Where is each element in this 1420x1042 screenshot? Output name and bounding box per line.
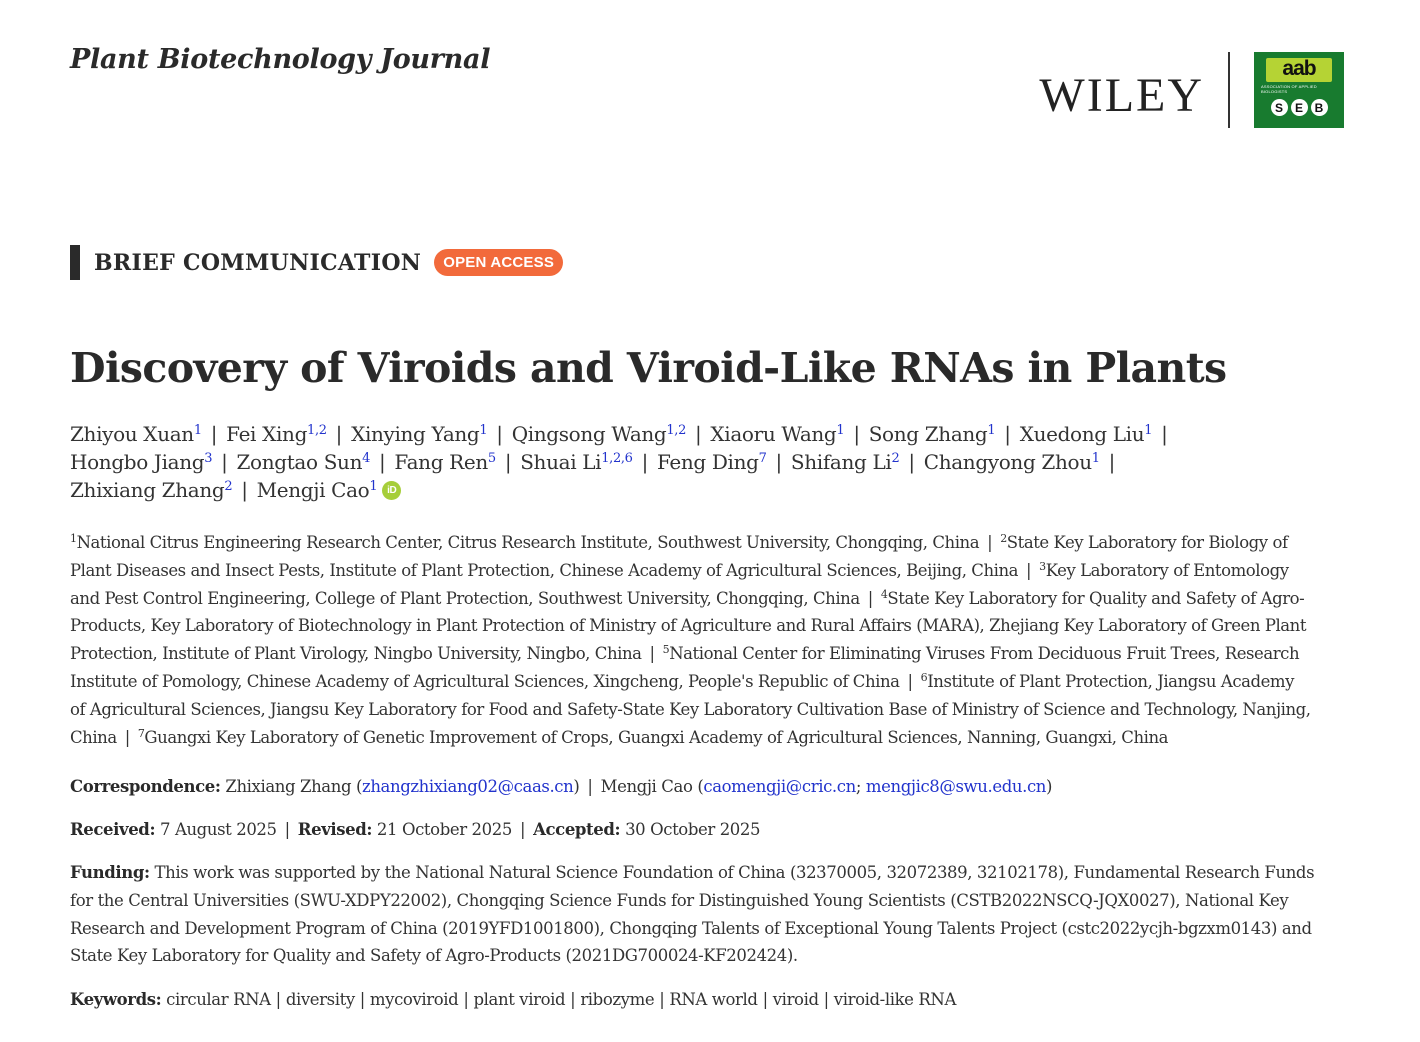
keyword[interactable]: diversity bbox=[285, 990, 355, 1009]
seb-letter: E bbox=[1291, 99, 1308, 116]
author-name[interactable]: Feng Ding bbox=[656, 450, 759, 474]
author-affiliation-sup[interactable]: 1,2,6 bbox=[601, 451, 633, 466]
author-separator: | bbox=[379, 450, 386, 474]
author-name[interactable]: Song Zhang bbox=[868, 422, 988, 446]
keyword[interactable]: viroid bbox=[772, 990, 819, 1009]
author-separator: | bbox=[335, 422, 343, 446]
keyword-separator: | bbox=[275, 990, 281, 1009]
author-name[interactable]: Mengji Cao bbox=[256, 478, 370, 502]
author-separator: | bbox=[853, 422, 860, 446]
author-name[interactable]: Shifang Li bbox=[790, 450, 892, 474]
affiliations bbox=[70, 529, 1360, 751]
author-name[interactable]: Xinying Yang bbox=[351, 422, 480, 446]
corresponding-author: Zhixiang Zhang bbox=[225, 777, 352, 796]
author-name[interactable]: Qingsong Wang bbox=[511, 422, 667, 446]
keyword[interactable]: ribozyme bbox=[580, 990, 655, 1009]
author-affiliation-sup[interactable]: 1 bbox=[369, 479, 378, 494]
orcid-icon[interactable]: iD bbox=[382, 481, 401, 500]
affiliation-line: $^1$National Citrus Engineering Research Center, Citrus Research Institute, Southwest University, Chongqing, China | $^2$State Key Laboratory for Biology of bbox=[70, 532, 1288, 552]
author-separator: | bbox=[908, 450, 915, 474]
logo-divider bbox=[1228, 52, 1230, 128]
keyword-separator: | bbox=[359, 990, 365, 1009]
affiliation-line: China | $^7$Guangxi Key Laboratory of Genetic Improvement of Crops, Guangxi Academy of Agricultural Sciences, Nanning, Guangxi, China bbox=[70, 726, 1169, 747]
affiliation-text: Products, Key Laboratory of Biotechnology in Plant Protection of Ministry of Agriculture and Rural Affairs (MARA), Zhejiang Key Laboratory of Green Plant bbox=[70, 616, 1307, 636]
seb-letter: S bbox=[1271, 99, 1288, 116]
affiliation-text: State Key Laboratory for Quality and Safety of Agro- bbox=[887, 588, 1305, 608]
author-affiliation-sup[interactable]: 1 bbox=[1144, 423, 1153, 438]
received-label: Received: bbox=[70, 820, 156, 839]
affiliation-text: Plant Diseases and Insect Pests, Institute of Plant Protection, Chinese Academy of Agricultural Sciences, Beijing, China bbox=[70, 560, 1019, 580]
affiliation-number: 6 bbox=[920, 670, 928, 684]
affiliation-line: Institute of Pomology, Chinese Academy of Agricultural Sciences, Xingcheng, People's Republic of China | $^6$Institute of Plant Protection, Jiangsu Academy bbox=[70, 670, 1294, 691]
keyword-separator: | bbox=[762, 990, 768, 1009]
author-list bbox=[70, 420, 1360, 504]
author-line bbox=[70, 420, 1360, 448]
section-bar bbox=[70, 245, 80, 280]
affiliation-number: 5 bbox=[662, 643, 670, 657]
correspondence-label: Correspondence: bbox=[70, 777, 221, 796]
keyword[interactable]: circular RNA bbox=[166, 990, 271, 1009]
accepted-label: Accepted: bbox=[533, 820, 621, 839]
article-title: Discovery of Viroids and Viroid-Like RNAs in Plants bbox=[70, 344, 1227, 392]
article-dates: Received: 7 August 2025 | Revised: 21 October 2025 | Accepted: 30 October 2025 bbox=[70, 820, 761, 839]
keyword-separator: | bbox=[570, 990, 576, 1009]
affiliation-text: of Agricultural Sciences, Jiangsu Key Laboratory for Food and Safety-State Key Laboratory Cultivation Base of Ministry of Science and Technology, Nanjing, bbox=[70, 699, 1311, 719]
seb-letter: B bbox=[1311, 99, 1328, 116]
affiliation-number: 7 bbox=[137, 726, 145, 740]
article-type bbox=[70, 245, 563, 280]
affiliation-text: Institute of Pomology, Chinese Academy of Agricultural Sciences, Xingcheng, People's Republic of China bbox=[70, 671, 900, 691]
author-affiliation-sup[interactable]: 1 bbox=[193, 423, 202, 438]
funding-text: This work was supported by the National Natural Science Foundation of China (32370005, 32072389, 32102178), Fundamental Research Funds bbox=[154, 863, 1315, 882]
author-separator: | bbox=[496, 422, 503, 446]
aab-logo-text: aab bbox=[1266, 58, 1332, 82]
author-affiliation-sup[interactable]: 1 bbox=[479, 423, 488, 438]
author-affiliation-sup[interactable]: 5 bbox=[487, 451, 496, 466]
author-name[interactable]: Fang Ren bbox=[394, 450, 488, 474]
keyword-separator: | bbox=[659, 990, 665, 1009]
author-separator: | bbox=[221, 450, 228, 474]
revised-label: Revised: bbox=[297, 820, 373, 839]
affiliation-number: 2 bbox=[1000, 532, 1007, 545]
author-separator: | bbox=[775, 450, 782, 474]
keyword[interactable]: viroid-like RNA bbox=[833, 990, 956, 1009]
author-separator: | bbox=[641, 450, 648, 474]
aab-seb-logo bbox=[1254, 52, 1344, 128]
author-affiliation-sup[interactable]: 3 bbox=[204, 451, 213, 466]
funding bbox=[70, 859, 1360, 970]
keyword-separator: | bbox=[823, 990, 829, 1009]
author-affiliation-sup[interactable]: 7 bbox=[758, 451, 767, 466]
email-link[interactable]: mengjic8@swu.edu.cn bbox=[865, 777, 1047, 796]
author-affiliation-sup[interactable]: 2 bbox=[224, 479, 233, 494]
author-name[interactable]: Shuai Li bbox=[520, 450, 602, 474]
affiliation-text: National Citrus Engineering Research Center, Citrus Research Institute, Southwest University, Chongqing, China bbox=[76, 533, 980, 552]
affiliation-line: Plant Diseases and Insect Pests, Institute of Plant Protection, Chinese Academy of Agricultural Sciences, Beijing, China | $^3$Key Laboratory of Entomology bbox=[70, 559, 1289, 580]
author-separator: | bbox=[1161, 422, 1168, 446]
author-separator: | bbox=[1108, 450, 1116, 474]
author-line bbox=[70, 448, 1360, 476]
corresponding-author: Mengji Cao bbox=[600, 777, 693, 796]
affiliation-number: 3 bbox=[1039, 559, 1046, 573]
wiley-logo: WILEY bbox=[1039, 68, 1204, 122]
affiliation-number: 1 bbox=[70, 532, 77, 545]
affiliation-line: Protection, Institute of Plant Virology, Ningbo University, Ningbo, China | $^5$National Center for Eliminating Viruses From Deciduous Fruit Trees, Research bbox=[70, 643, 1300, 664]
author-separator: | bbox=[241, 478, 248, 502]
author-affiliation-sup[interactable]: 1,2 bbox=[666, 423, 687, 438]
revised-date: 21 October 2025 bbox=[376, 820, 512, 839]
author-name[interactable]: Xiaoru Wang bbox=[710, 422, 837, 446]
author-affiliation-sup[interactable]: 1 bbox=[836, 423, 845, 438]
article-type-label: BRIEF COMMUNICATION bbox=[94, 249, 422, 276]
keywords-label: Keywords: bbox=[70, 990, 162, 1009]
author-separator: | bbox=[695, 422, 702, 446]
keywords bbox=[70, 986, 1360, 1014]
keyword[interactable]: mycoviroid bbox=[369, 990, 459, 1009]
author-affiliation-sup[interactable]: 1,2 bbox=[307, 423, 327, 438]
affiliation-text: Institute of Plant Protection, Jiangsu Academy bbox=[927, 671, 1294, 691]
received-date: 7 August 2025 bbox=[160, 820, 277, 839]
email-link[interactable]: caomengji@cric.cn bbox=[703, 777, 856, 796]
affiliation-text: Protection, Institute of Plant Virology, Ningbo University, Ningbo, China bbox=[70, 644, 642, 664]
affiliation-text: Key Laboratory of Entomology bbox=[1045, 560, 1289, 580]
funding-text: State Key Laboratory for Quality and Safety of Agro-Products (2021DG700024-KF202424). bbox=[70, 946, 798, 966]
author-separator: | bbox=[210, 422, 218, 446]
author-name[interactable]: Zhiyou Xuan bbox=[70, 422, 194, 446]
seb-logo bbox=[1271, 99, 1328, 116]
affiliation-text: Guangxi Key Laboratory of Genetic Improvement of Crops, Guangxi Academy of Agricultural Sciences, Nanning, Guangxi, China bbox=[144, 727, 1169, 747]
keyword[interactable]: RNA world bbox=[669, 990, 758, 1009]
affiliation-text: and Pest Control Engineering, College of Plant Protection, Southwest University, Chongqing, China bbox=[70, 588, 860, 608]
affiliation-line: and Pest Control Engineering, College of Plant Protection, Southwest University, Chongqing, China | $^4$State Key Laboratory for Quality and Safety of Agro- bbox=[70, 587, 1305, 608]
author-name[interactable]: Hongbo Jiang bbox=[70, 450, 205, 474]
author-separator: | bbox=[1004, 422, 1011, 446]
journal-title: Plant Biotechnology Journal bbox=[70, 44, 491, 75]
funding-text: Research and Development Program of China (2019YFD1001800), Chongqing Talents of Exceptional Young Talents Project (cstc2022ycjh-bgzxm0143) and bbox=[70, 918, 1312, 938]
author-name[interactable]: Xuedong Liu bbox=[1019, 422, 1145, 446]
affiliation-number: 4 bbox=[880, 587, 888, 601]
aab-logo-subtitle: ASSOCIATION OF APPLIED BIOLOGISTS bbox=[1261, 84, 1317, 94]
author-separator: | bbox=[504, 450, 512, 474]
author-affiliation-sup[interactable]: 1 bbox=[1091, 451, 1100, 466]
funding-label: Funding: bbox=[70, 863, 150, 882]
author-affiliation-sup[interactable]: 1 bbox=[987, 423, 996, 438]
author-name[interactable]: Zhixiang Zhang bbox=[70, 478, 225, 502]
author-line bbox=[70, 476, 1360, 504]
author-affiliation-sup[interactable]: 2 bbox=[891, 451, 900, 466]
keyword-separator: | bbox=[463, 990, 469, 1009]
author-name[interactable]: Changyong Zhou bbox=[923, 450, 1092, 474]
correspondence: Correspondence: Zhixiang Zhang (zhangzhixiang02@caas.cn) | Mengji Cao (caomengji@cric.cn; mengjic8@swu.edu.cn) bbox=[70, 777, 1053, 796]
affiliation-text: China bbox=[70, 727, 117, 747]
email-link[interactable]: zhangzhixiang02@caas.cn bbox=[362, 777, 574, 796]
affiliation-line bbox=[70, 612, 1360, 640]
author-name[interactable]: Zongtao Sun bbox=[236, 450, 363, 474]
affiliation-text: State Key Laboratory for Biology of bbox=[1006, 533, 1288, 552]
accepted-date: 30 October 2025 bbox=[625, 820, 761, 839]
open-access-badge: OPEN ACCESS bbox=[434, 249, 563, 276]
publisher-logos bbox=[1039, 52, 1344, 128]
affiliation-line bbox=[70, 696, 1360, 724]
affiliation-text: National Center for Eliminating Viruses From Deciduous Fruit Trees, Research bbox=[669, 644, 1300, 664]
author-name[interactable]: Fei Xing bbox=[226, 422, 308, 446]
funding-text: for the Central Universities (SWU-XDPY22002), Chongqing Science Funds for Distinguished Young Scientists (CSTB2022NSCQ-JQX0027), National Key bbox=[70, 890, 1289, 910]
author-affiliation-sup[interactable]: 4 bbox=[362, 451, 371, 466]
keyword[interactable]: plant viroid bbox=[473, 990, 566, 1009]
